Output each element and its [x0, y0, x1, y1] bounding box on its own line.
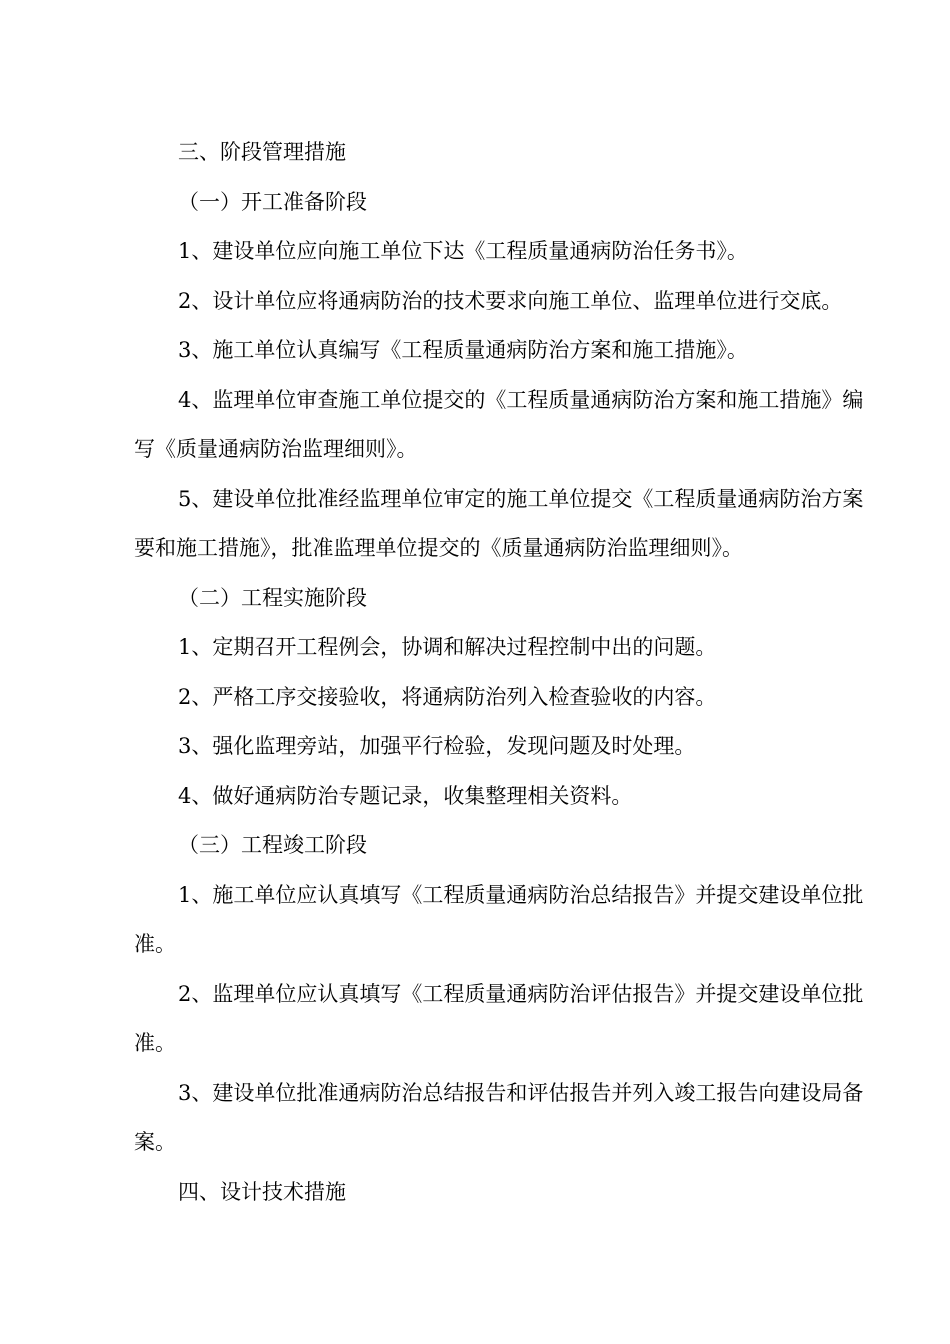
subsection-heading: （一）开工准备阶段: [178, 189, 367, 214]
list-item: 3、强化监理旁站，加强平行检验，发现问题及时处理。: [178, 734, 696, 758]
section-heading: 三、阶段管理措施: [178, 140, 346, 164]
section-heading: 四、设计技术措施: [178, 1179, 346, 1204]
list-item: 2、设计单位应将通病防治的技术要求向施工单位、监理单位进行交底。: [178, 288, 843, 313]
list-item: 4、监理单位审查施工单位提交的《工程质量通病防治方案和施工措施》编写《质量通病防治监理细则》。: [134, 387, 864, 461]
list-item: 2、严格工序交接验收，将通病防治列入检查验收的内容。: [178, 684, 717, 709]
list-item: 1、定期召开工程例会，协调和解决过程控制中出的问题。: [178, 635, 717, 659]
list-item: 1、建设单位应向施工单位下达《工程质量通病防治任务书》。: [178, 239, 748, 263]
list-item: 2、监理单位应认真填写《工程质量通病防治评估报告》并提交建设单位批准。: [134, 981, 864, 1055]
list-item: 3、建设单位批准通病防治总结报告和评估报告并列入竣工报告向建设局备案。: [134, 1080, 864, 1154]
list-item: 3、施工单位认真编写《工程质量通病防治方案和施工措施》。: [178, 338, 748, 362]
document-body: [134, 128, 864, 1217]
subsection-heading: （二）工程实施阶段: [178, 585, 367, 610]
list-item: 5、建设单位批准经监理单位审定的施工单位提交《工程质量通病防治方案要和施工措施》，批准监理单位提交的《质量通病防治监理细则》。: [134, 486, 864, 560]
subsection-heading: （三）工程竣工阶段: [178, 833, 367, 857]
list-item: 4、做好通病防治专题记录，收集整理相关资料。: [178, 783, 633, 808]
list-item: 1、施工单位应认真填写《工程质量通病防治总结报告》并提交建设单位批准。: [134, 882, 864, 956]
